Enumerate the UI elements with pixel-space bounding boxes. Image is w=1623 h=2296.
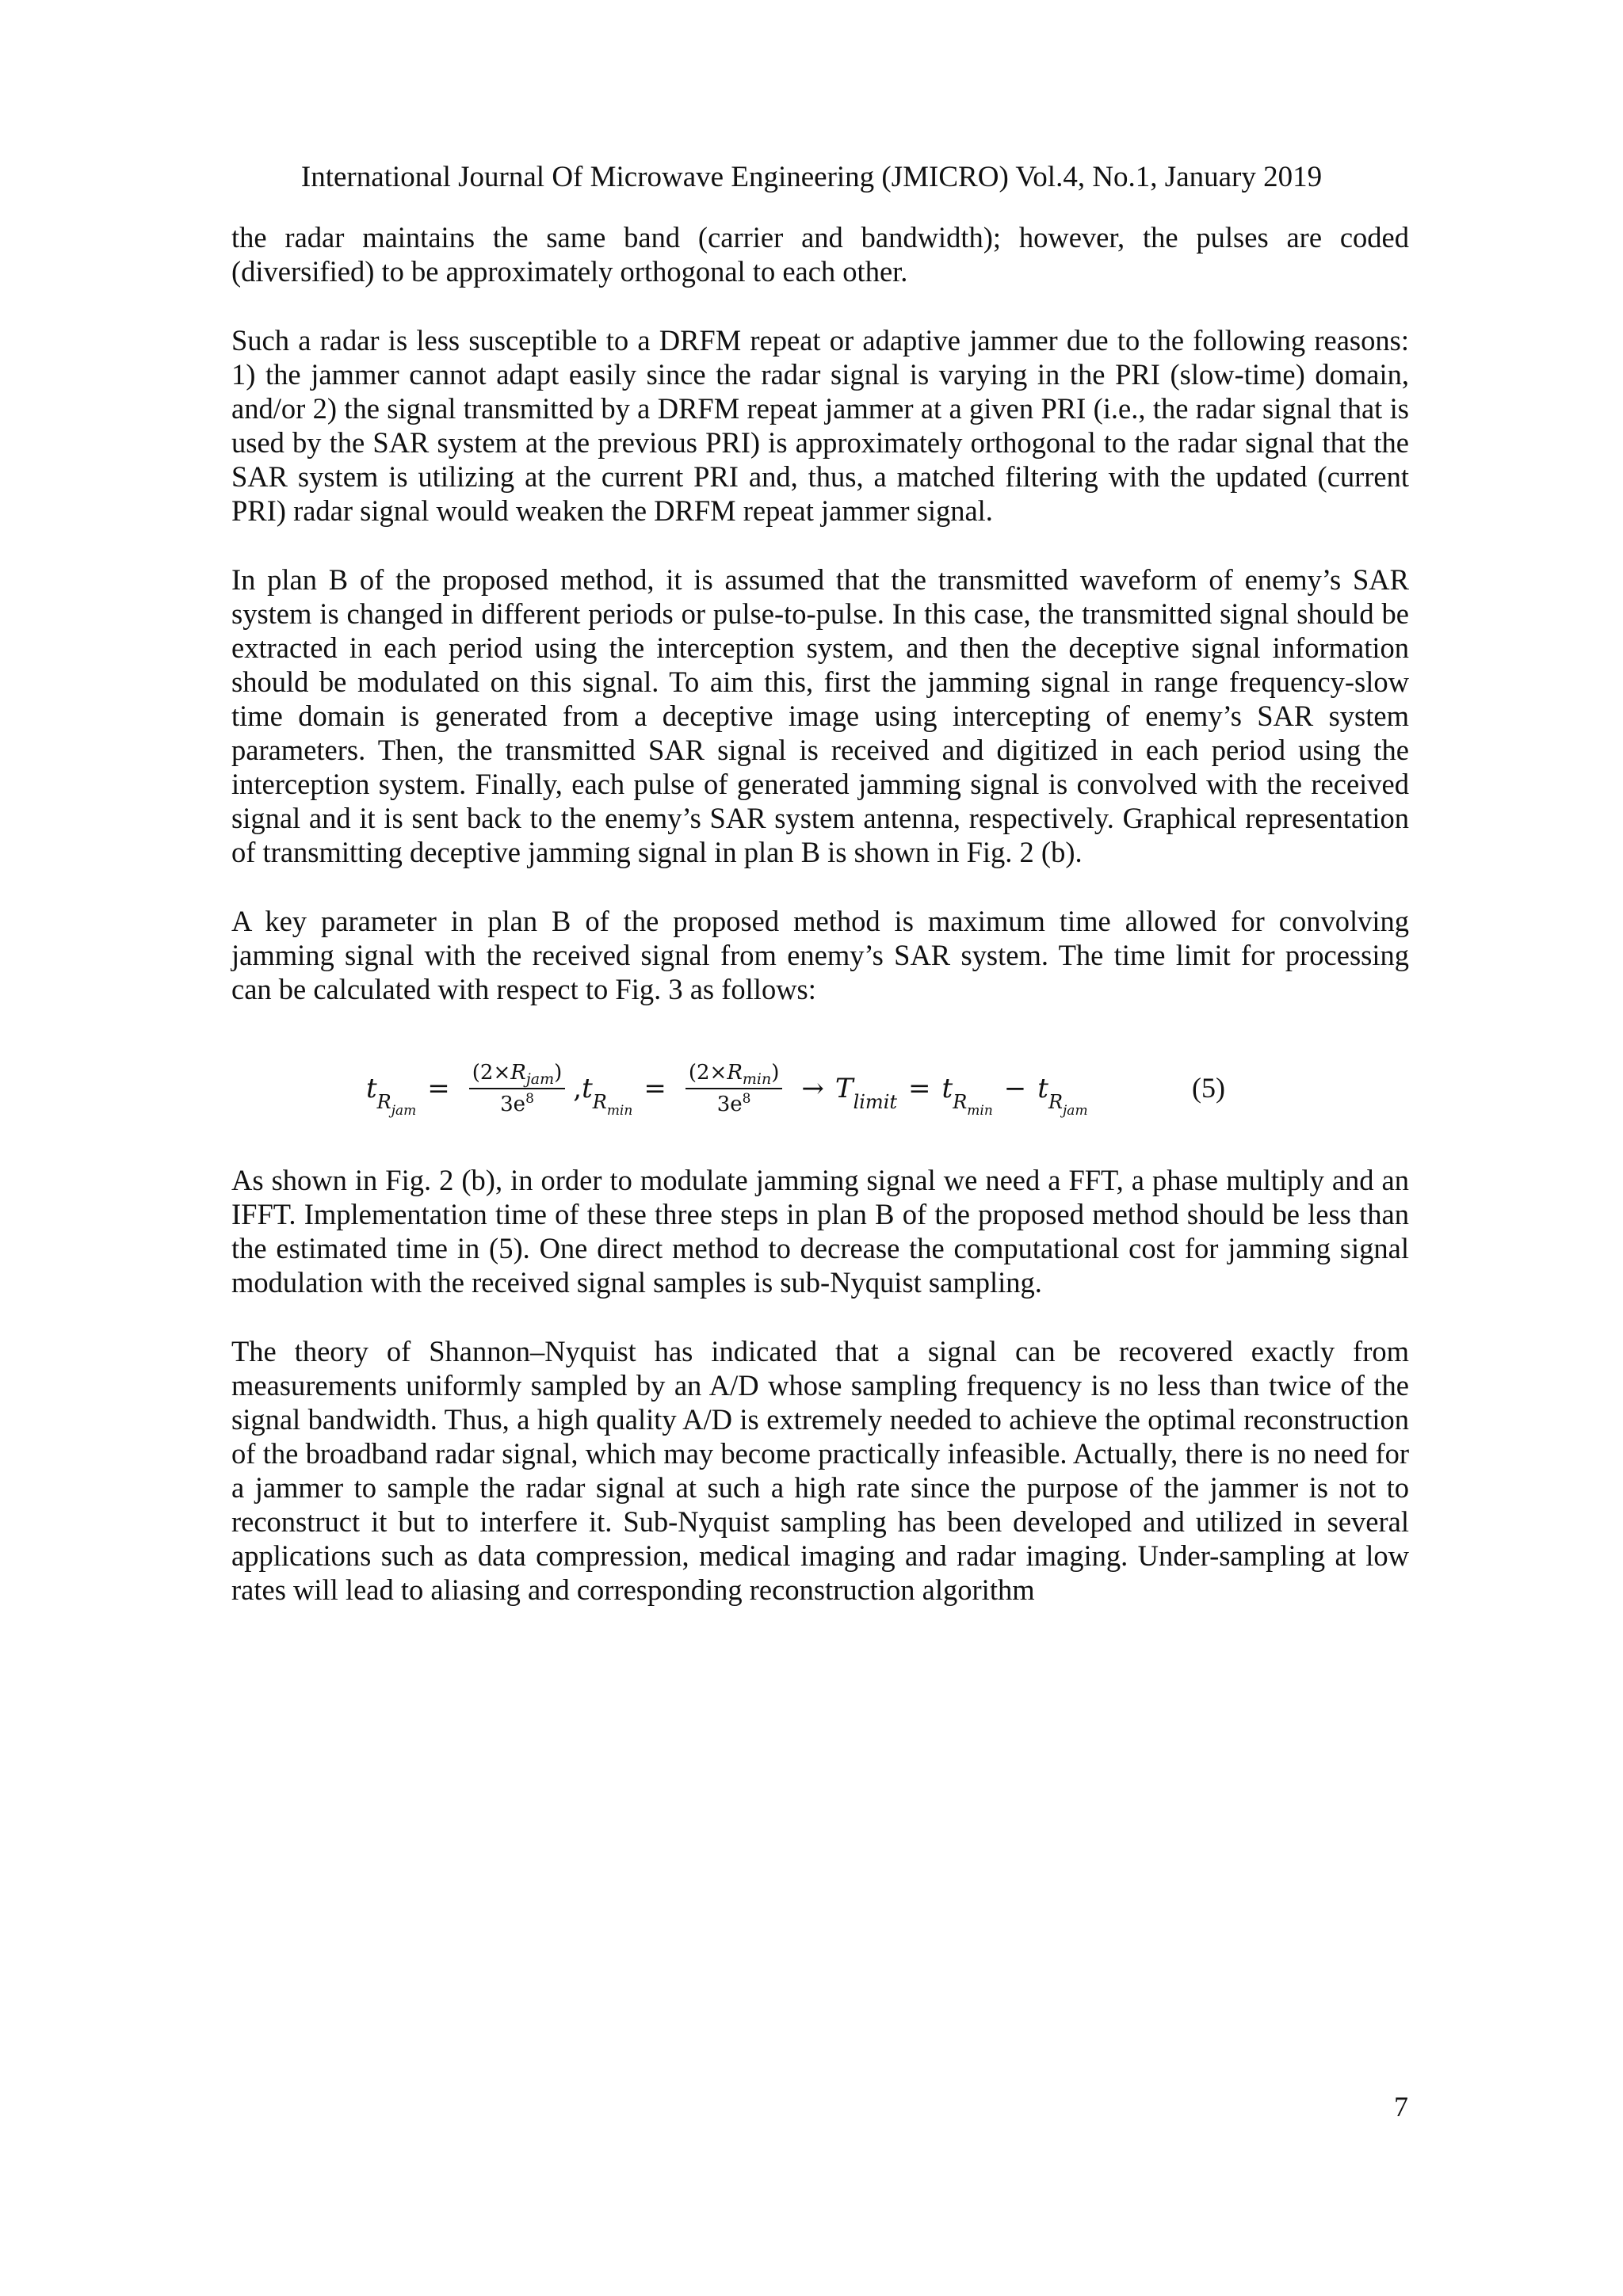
paragraph-1: the radar maintains the same band (carrier and bandwidth); however, the pulses are coded (diversified) to be approximately orthogonal to each other. [231,221,1409,288]
equation-body: $t_{R_{jam}}$ = $\frac{(2\times R_{jam})}{3e^8}$ , $t_{R_{min}}$ = $\frac{(2\times R_{min})}{3e^8}$ → $T_{limit}$ = $t_{R_{min}}$ − $t_{R_{jam}}$ [366,1061,1088,1119]
equation-5 [231,1041,1409,1136]
paragraph-5: As shown in Fig. 2 (b), in order to modulate jamming signal we need a FFT, a phase multiply and an IFFT. Implementation time of these three steps in plan B of the proposed method should be less than the estimated time in (5). One direct method to decrease the computational cost for jamming signal modulation with the received signal samples is sub-Nyquist sampling. [231,1164,1409,1299]
paragraph-2: Such a radar is less susceptible to a DRFM repeat or adaptive jammer due to the following reasons: 1) the jammer cannot adapt easily since the radar signal is varying in the PRI (slow-time) domain, and/or 2) the signal transmitted by a DRFM repeat jammer at a given PRI (i.e., the radar signal that is used by the SAR system at the previous PRI) is approximately orthogonal to the radar signal that the SAR system is utilizing at the current PRI and, thus, a matched filtering with the updated (current PRI) radar signal would weaken the DRFM repeat jammer signal. [231,324,1409,527]
equation-number: (5) [1192,1072,1225,1104]
eq-t-rmin: $t_{R_{min}}$ [582,1073,633,1119]
paragraph-6: The theory of Shannon–Nyquist has indicated that a signal can be recovered exactly from measurements uniformly sampled by an A/D whose sampling frequency is no less than twice of the signal bandwidth. Thus, a high quality A/D is extremely needed to achieve the optimal reconstruction of the broadband radar signal, which may become practically infeasible. Actually, there is no need for a jammer to sample the radar signal at such a high rate since the purpose of the jammer is not to reconstruct it but to interfere it. Sub-Nyquist sampling has been developed and utilized in several applications such as data compression, medical imaging and radar imaging. Under-sampling at low rates will lead to aliasing and corresponding reconstruction algorithm [231,1335,1409,1606]
running-header: International Journal Of Microwave Engineering (JMICRO) Vol.4, No.1, January 2019 [300,161,1323,193]
paragraph-3: In plan B of the proposed method, it is assumed that the transmitted waveform of enemy’s SAR system is changed in different periods or pulse-to-pulse. In this case, the transmitted signal should be extracted in each period using the interception system, and then the deceptive signal information should be modulated on this signal. To aim this, first the jamming signal in range frequency-slow time domain is generated from a deceptive image using intercepting of enemy’s SAR system parameters. Then, the transmitted SAR signal is received and digitized in each period using the interception system. Finally, each pulse of generated jamming signal is convolved with the received signal and it is sent back to the enemy’s SAR system antenna, respectively. Graphical representation of transmitting deceptive jamming signal in plan B is shown in Fig. 2 (b). [231,563,1409,868]
paragraph-4: A key parameter in plan B of the proposed method is maximum time allowed for convolving jamming signal with the received signal from enemy’s SAR system. The time limit for processing can be calculated with respect to Fig. 3 as follows: [231,905,1409,1005]
body-text [231,220,1409,1642]
eq-fraction-jam: $\frac{(2\times R_{jam})}{3e^8}$ [469,1061,565,1116]
eq-t-limit: $T_{limit}$ [834,1073,898,1113]
eq-t-rmin-2: $t_{R_{min}}$ [941,1073,993,1119]
eq-fraction-min: $\frac{(2\times R_{min})}{3e^8}$ [685,1061,783,1116]
page-number: 7 [1394,2091,1408,2122]
eq-t-rjam-2: $t_{R_{jam}}$ [1037,1073,1088,1119]
eq-t-rjam: $t_{R_{jam}}$ [366,1073,417,1119]
